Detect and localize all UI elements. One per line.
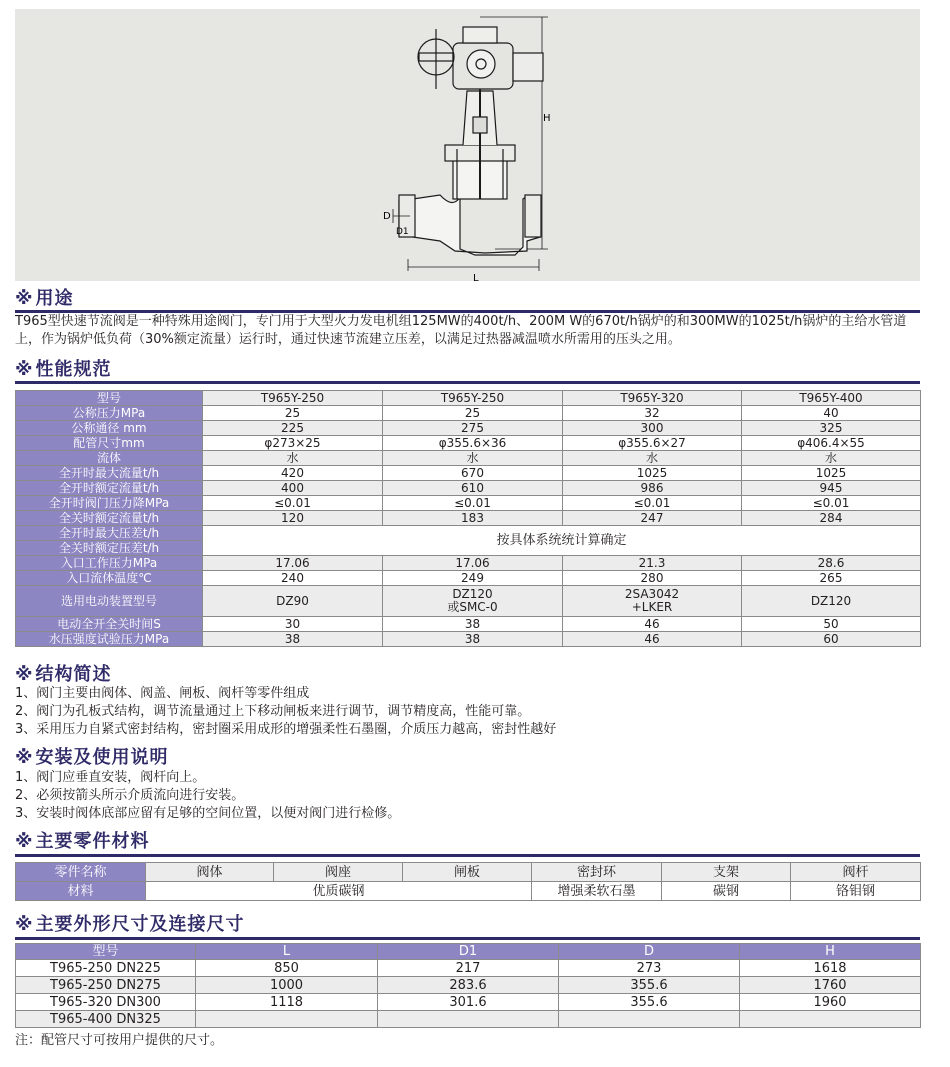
header-cell: 阀座 xyxy=(274,863,403,882)
table-cell xyxy=(563,586,742,617)
table-cell xyxy=(196,1011,378,1028)
usage-paragraph: T965型快速节流阀是一种特殊用途阀门，专门用于大型火力发电机组125MW的400t/h、200M W的670t/h锅炉的和300MW的1025t/h锅炉的主给水管道上，作为锅炉低负荷（30%额定流量）运行时，通过快速节流建立压差，以满足过热器减温喷水所需用的压头之用。 xyxy=(15,314,907,347)
header-cell: 支架 xyxy=(662,863,791,882)
install-item: 3、安装时阀体底部应留有足够的空间位置，以便对阀门进行检修。 xyxy=(15,806,401,821)
cell-line: 2SA3042 xyxy=(624,587,680,601)
header-cell: D1 xyxy=(378,944,559,960)
header-cell: 阀体 xyxy=(146,863,274,882)
table-cell: 17.06 xyxy=(203,556,383,571)
table-cell: 670 xyxy=(383,466,563,481)
table-cell: 280 xyxy=(563,571,742,586)
table-cell: 1025 xyxy=(742,466,921,481)
header-cell: 零件名称 xyxy=(16,863,146,882)
header-cell: H xyxy=(740,944,921,960)
row-label: 入口流体温度℃ xyxy=(16,571,203,586)
section-mark: ※ xyxy=(15,831,34,852)
row-label: 选用电动装置型号 xyxy=(16,586,203,617)
row-label: 全关时额定流量t/h xyxy=(16,511,203,526)
table-cell: ≤0.01 xyxy=(203,496,383,511)
table-cell: T965Y-320 xyxy=(563,391,742,406)
row-label: 型号 xyxy=(16,391,203,406)
table-cell: T965-250 DN275 xyxy=(16,977,196,994)
table-cell: 46 xyxy=(563,617,742,632)
table-cell xyxy=(383,586,563,617)
materials-table xyxy=(15,862,921,901)
table-row xyxy=(16,1011,921,1028)
table-cell: 1760 xyxy=(740,977,921,994)
table-cell: T965Y-400 xyxy=(742,391,921,406)
section-title: 用途 xyxy=(35,288,74,309)
table-row xyxy=(16,511,921,526)
table-cell: 40 xyxy=(742,406,921,421)
table-row xyxy=(16,632,921,647)
section-materials-title xyxy=(15,832,150,852)
table-cell: 355.6 xyxy=(559,977,740,994)
section-title: 结构简述 xyxy=(35,664,112,685)
table-row xyxy=(16,451,921,466)
table-cell: 28.6 xyxy=(742,556,921,571)
table-cell xyxy=(740,1011,921,1028)
cell-line: +LKER xyxy=(631,600,673,614)
cell-line: 或SMC-0 xyxy=(447,600,498,614)
table-cell: 水 xyxy=(742,451,921,466)
cell-line: DZ120 xyxy=(810,593,852,608)
table-cell: 300 xyxy=(563,421,742,436)
structure-item: 3、采用压力自紧式密封结构，密封圈采用成形的增强柔性石墨圈，介质压力越高，密封性越好 xyxy=(15,722,557,737)
row-label: 全关时额定压差t/h xyxy=(16,541,203,556)
table-cell: 275 xyxy=(383,421,563,436)
table-cell: 60 xyxy=(742,632,921,647)
row-label: 全开时最大压差t/h xyxy=(16,526,203,541)
row-label: 公称通径 mm xyxy=(16,421,203,436)
table-cell: 183 xyxy=(383,511,563,526)
table-row xyxy=(16,944,921,960)
row-label: 入口工作压力MPa xyxy=(16,556,203,571)
section-mark: ※ xyxy=(15,914,34,935)
valve-schematic xyxy=(15,9,920,281)
structure-item: 2、阀门为孔板式结构，调节流量通过上下移动闸板来进行调节，调节精度高，性能可靠。 xyxy=(15,704,531,719)
table-cell: 284 xyxy=(742,511,921,526)
section-title: 主要外形尺寸及连接尺寸 xyxy=(35,914,245,935)
table-cell: 38 xyxy=(383,617,563,632)
table-cell: T965Y-250 xyxy=(203,391,383,406)
header-cell: 型号 xyxy=(16,944,196,960)
row-label: 水压强度试验压力MPa xyxy=(16,632,203,647)
table-cell: 水 xyxy=(203,451,383,466)
table-cell: ≤0.01 xyxy=(742,496,921,511)
label-h: H xyxy=(543,113,551,124)
section-dimensions-title xyxy=(15,915,245,935)
table-row xyxy=(16,526,921,541)
table-cell: φ273×25 xyxy=(203,436,383,451)
row-label: 全开时额定流量t/h xyxy=(16,481,203,496)
table-cell xyxy=(378,1011,559,1028)
table-cell: 30 xyxy=(203,617,383,632)
table-row xyxy=(16,391,921,406)
row-label: 全开时阀门压力降MPa xyxy=(16,496,203,511)
table-cell: 850 xyxy=(196,960,378,977)
table-cell: 265 xyxy=(742,571,921,586)
label-d1: D1 xyxy=(396,227,409,237)
row-label: 流体 xyxy=(16,451,203,466)
table-cell: 25 xyxy=(383,406,563,421)
row-label: 全开时最大流量t/h xyxy=(16,466,203,481)
table-cell: 增强柔软石墨 xyxy=(532,882,662,901)
table-cell: 38 xyxy=(203,632,383,647)
section-usage-title xyxy=(15,289,74,309)
table-row xyxy=(16,496,921,511)
section-rule xyxy=(15,381,920,384)
table-cell: 610 xyxy=(383,481,563,496)
install-item: 2、必须按箭头所示介质流向进行安装。 xyxy=(15,788,245,803)
table-row xyxy=(16,882,921,901)
table-cell: 225 xyxy=(203,421,383,436)
header-cell: L xyxy=(196,944,378,960)
label-d: D xyxy=(383,211,391,222)
header-cell: D xyxy=(559,944,740,960)
section-install-title xyxy=(15,748,169,768)
table-row xyxy=(16,421,921,436)
section-title: 性能规范 xyxy=(35,359,112,380)
install-item: 1、阀门应垂直安装，阀杆向上。 xyxy=(15,770,206,785)
table-cell xyxy=(203,586,383,617)
label-l: L xyxy=(473,273,479,281)
table-cell: φ355.6×36 xyxy=(383,436,563,451)
table-cell: 1025 xyxy=(563,466,742,481)
table-cell: 400 xyxy=(203,481,383,496)
table-cell: 50 xyxy=(742,617,921,632)
table-cell: φ406.4×55 xyxy=(742,436,921,451)
table-cell xyxy=(742,586,921,617)
section-rule xyxy=(15,854,920,857)
section-rule xyxy=(15,937,920,940)
table-row xyxy=(16,863,921,882)
header-cell: 闸板 xyxy=(403,863,532,882)
table-cell: 1618 xyxy=(740,960,921,977)
table-cell: 21.3 xyxy=(563,556,742,571)
spec-table xyxy=(15,390,921,647)
cell-line: DZ90 xyxy=(276,593,309,608)
table-row xyxy=(16,481,921,496)
table-row xyxy=(16,617,921,632)
table-cell: 46 xyxy=(563,632,742,647)
section-mark: ※ xyxy=(15,288,34,309)
table-cell xyxy=(559,1011,740,1028)
table-cell: 17.06 xyxy=(383,556,563,571)
table-cell: 301.6 xyxy=(378,994,559,1011)
table-cell: 986 xyxy=(563,481,742,496)
table-row xyxy=(16,571,921,586)
section-structure-title xyxy=(15,665,112,685)
table-cell: ≤0.01 xyxy=(563,496,742,511)
table-row xyxy=(16,586,921,617)
table-row xyxy=(16,436,921,451)
table-cell: T965-400 DN325 xyxy=(16,1011,196,1028)
merged-cell: 按具体系统统计算确定 xyxy=(203,526,921,556)
table-cell: 1118 xyxy=(196,994,378,1011)
table-row xyxy=(16,994,921,1011)
table-cell: 120 xyxy=(203,511,383,526)
cell-line: DZ120 xyxy=(452,587,493,601)
table-cell: 水 xyxy=(383,451,563,466)
table-cell: 420 xyxy=(203,466,383,481)
table-cell: 1000 xyxy=(196,977,378,994)
table-cell: ≤0.01 xyxy=(383,496,563,511)
table-cell: 325 xyxy=(742,421,921,436)
row-label: 电动全开全关时间S xyxy=(16,617,203,632)
structure-item: 1、阀门主要由阀体、阀盖、闸板、阀杆等零件组成 xyxy=(15,686,310,701)
section-mark: ※ xyxy=(15,359,34,380)
table-cell: T965-250 DN225 xyxy=(16,960,196,977)
section-mark: ※ xyxy=(15,664,34,685)
section-spec-title xyxy=(15,360,112,380)
table-cell: T965Y-250 xyxy=(383,391,563,406)
table-cell: 32 xyxy=(563,406,742,421)
table-cell: 25 xyxy=(203,406,383,421)
table-cell: 283.6 xyxy=(378,977,559,994)
table-cell: 240 xyxy=(203,571,383,586)
header-cell: 密封环 xyxy=(532,863,662,882)
table-row xyxy=(16,466,921,481)
section-title: 安装及使用说明 xyxy=(35,747,169,768)
table-row xyxy=(16,406,921,421)
table-cell: 273 xyxy=(559,960,740,977)
row-label: 公称压力MPa xyxy=(16,406,203,421)
table-cell: 217 xyxy=(378,960,559,977)
table-cell: 355.6 xyxy=(559,994,740,1011)
row-label: 材料 xyxy=(16,882,146,901)
table-row xyxy=(16,977,921,994)
section-title: 主要零件材料 xyxy=(35,831,150,852)
table-cell: 945 xyxy=(742,481,921,496)
table-cell: φ355.6×27 xyxy=(563,436,742,451)
table-cell: 水 xyxy=(563,451,742,466)
valve-drawing xyxy=(15,9,920,281)
row-label: 配管尺寸mm xyxy=(16,436,203,451)
footnote: 注：配管尺寸可按用户提供的尺寸。 xyxy=(15,1033,224,1048)
table-cell: 铬钼钢 xyxy=(791,882,921,901)
table-cell: 249 xyxy=(383,571,563,586)
table-cell: 碳钢 xyxy=(662,882,791,901)
table-cell: T965-320 DN300 xyxy=(16,994,196,1011)
table-cell: 1960 xyxy=(740,994,921,1011)
table-cell: 优质碳钢 xyxy=(146,882,532,901)
section-mark: ※ xyxy=(15,747,34,768)
dimensions-table xyxy=(15,943,921,1028)
table-cell: 247 xyxy=(563,511,742,526)
header-cell: 阀杆 xyxy=(791,863,921,882)
table-cell: 38 xyxy=(383,632,563,647)
table-row xyxy=(16,960,921,977)
table-row xyxy=(16,556,921,571)
